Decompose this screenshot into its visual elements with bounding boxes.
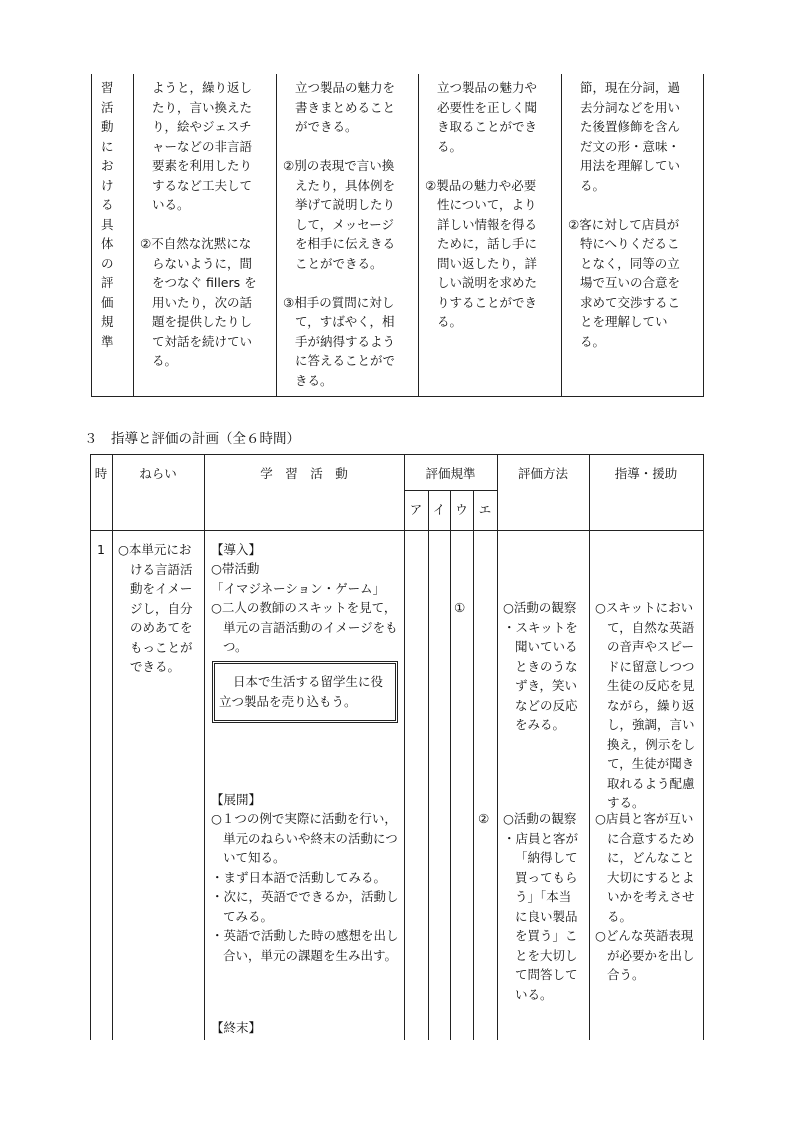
text-line: 生徒の反応を見	[607, 678, 695, 693]
text-line: 単元のねらいや終末の活動につ	[223, 830, 398, 846]
text-line: てみる。	[223, 908, 274, 924]
text-line: いて知る。	[223, 850, 286, 865]
text-line: 「納得して	[515, 850, 578, 865]
text-line	[425, 156, 537, 176]
header-method: 評価方法	[517, 466, 568, 481]
text-line: て対話を続けてい	[152, 333, 253, 349]
text-line: に合意するため	[607, 830, 695, 846]
text-line: ○スキットにおい	[595, 600, 694, 615]
text-line: 問い返したり，詳	[437, 255, 538, 271]
header-aim: ねらい	[139, 466, 177, 481]
text-line	[568, 195, 680, 215]
text-line: きる。	[295, 372, 333, 388]
criteria-label-vertical	[101, 78, 123, 351]
text-line: 特にへりくだるこ	[580, 236, 680, 251]
text-line: 日本で生活する留学生に役	[233, 674, 384, 689]
label-char: 準	[101, 333, 114, 349]
label-char: お	[101, 158, 114, 173]
text-line: ③相手の質問に対し	[283, 294, 395, 310]
text-line	[140, 215, 257, 235]
text-line: ・スキットを	[503, 619, 578, 635]
text-line: 立つ製品を売り込もう。	[219, 693, 357, 709]
intro-lines	[211, 559, 398, 657]
row-aim	[118, 540, 193, 677]
text-line: もっことが	[130, 639, 193, 655]
text-line: う」「本当	[515, 889, 572, 904]
text-line: て，すばやく，相	[295, 314, 395, 329]
method-2	[503, 809, 578, 1004]
text-line: 立つ製品の魅力を	[295, 80, 396, 95]
text-line: 立つ製品の魅力や	[437, 80, 538, 95]
text-line: る。	[580, 177, 606, 193]
text-line: いかを考えさせ	[607, 889, 695, 904]
text-line: 性について，より	[437, 197, 537, 212]
text-line: ②不自然な沈黙にな	[140, 236, 252, 251]
development-heading: 【展開】	[211, 792, 262, 807]
criteria-col-2	[283, 78, 395, 390]
text-line: ○活動の観察	[503, 600, 577, 615]
text-line: ○二人の教師のスキットを見て，	[211, 600, 397, 615]
text-line: し，強調，言い	[607, 717, 695, 732]
text-line: らないように，間	[152, 255, 253, 271]
text-line: り，絵やジェスチ	[152, 119, 252, 134]
text-line: の音声やスピー	[607, 639, 695, 654]
text-line: しい説明を求めた	[437, 275, 538, 290]
method-1	[503, 598, 578, 735]
text-line: ○店員と客が互い	[595, 811, 694, 826]
text-line: て問答して	[515, 967, 578, 982]
text-line: 題を提供したりし	[152, 314, 253, 329]
text-line: つ。	[223, 639, 248, 654]
text-line: ○本単元にお	[118, 542, 192, 557]
text-line: ②別の表現で言い換	[283, 158, 395, 173]
intro-heading: 【導入】	[211, 542, 262, 557]
text-line: 用法を理解してい	[580, 158, 681, 173]
criteria-col-4	[568, 78, 680, 351]
text-line: き取ることができ	[437, 119, 538, 134]
development-lines	[211, 809, 399, 965]
text-line: 用いたり，次の話	[152, 294, 253, 310]
label-char: 体	[101, 236, 114, 251]
text-line: 場で互いの合意を	[580, 275, 681, 290]
text-line: ②客に対して店員が	[568, 216, 680, 232]
text-line: ・次に，英語でできるか，活動し	[211, 889, 399, 904]
text-line: ・店員と客が	[503, 830, 579, 846]
text-line: 書きまとめること	[295, 99, 396, 115]
text-line: たり，言い換えた	[152, 99, 253, 115]
text-line: ける言語活	[130, 561, 193, 577]
text-line: する。	[607, 795, 645, 810]
label-char: け	[101, 177, 114, 193]
text-line: 買ってもら	[515, 869, 578, 885]
section-title: ３ 指導と評価の計画（全６時間）	[84, 431, 300, 447]
text-line: が必要かを出し	[607, 947, 695, 963]
text-line: て，生徒が聞き	[607, 756, 695, 771]
header-criteria-u: ウ	[455, 502, 468, 517]
text-line: ャーなどの非言語	[152, 138, 253, 154]
text-line: に，どんなこと	[607, 850, 695, 865]
text-line: 挙げて説明したり	[295, 197, 396, 212]
header-guidance: 指導・援助	[614, 466, 678, 481]
header-criteria-i: イ	[432, 502, 446, 517]
text-line: とを大切し	[515, 947, 578, 963]
label-char: 具	[101, 216, 114, 232]
text-line: ジし，自分	[130, 600, 193, 616]
guidance-2	[595, 809, 695, 985]
text-line: できる。	[130, 659, 181, 674]
criteria-mark-u: ①	[454, 600, 466, 615]
text-line: 大切にするとよ	[607, 869, 695, 885]
criteria-col-1	[140, 78, 257, 371]
text-line: 「イマジネーション・ゲーム」	[211, 580, 386, 596]
text-line: とを理解してい	[580, 314, 668, 329]
text-line: て，自然な英語	[607, 619, 695, 635]
header-activity: 学 習 活 動	[260, 466, 348, 481]
text-line: 必要性を正しく聞	[437, 99, 538, 115]
text-line: ・英語で活動した時の感想を出し	[211, 928, 399, 943]
text-line: 手が納得するよう	[295, 333, 396, 349]
text-line: いる。	[152, 197, 190, 212]
label-char: に	[101, 138, 114, 154]
label-char: 評	[101, 275, 114, 290]
header-criteria-a: ア	[409, 502, 423, 517]
text-line: 合い，単元の課題を生み出す。	[223, 947, 398, 963]
text-line: をみる。	[515, 717, 566, 732]
text-line: る。	[607, 908, 633, 924]
label-char: 規	[101, 314, 114, 329]
unit-goal-text	[219, 672, 383, 711]
text-line: ようと，繰り返し	[152, 80, 253, 95]
text-line: ドに留意しつつ	[607, 658, 695, 674]
text-line: 動をイメー	[130, 581, 193, 596]
text-line: をつなぐ fillers を	[152, 275, 257, 290]
text-line: ずき，笑い	[515, 678, 578, 693]
criteria-mark-e: ②	[478, 811, 490, 826]
text-line: る。	[152, 353, 178, 368]
text-line: するなど工夫して	[152, 177, 253, 193]
label-char: 習	[101, 80, 114, 95]
label-char: の	[101, 255, 114, 271]
text-line: ○活動の観察	[503, 811, 577, 826]
text-line: 求めて交渉するこ	[580, 294, 681, 310]
text-line: りすることができ	[437, 294, 538, 310]
text-line: いる。	[515, 986, 553, 1002]
text-line: などの反応	[515, 697, 578, 713]
text-line: を買う」こ	[515, 928, 578, 943]
label-char: る	[101, 197, 114, 212]
guidance-1	[595, 598, 695, 813]
text-line: ②製品の魅力や必要	[425, 177, 537, 193]
text-line: る。	[437, 314, 463, 329]
text-line: ・まず日本語で活動してみる。	[211, 869, 387, 885]
text-line: ○１つの例で実際に活動を行い，	[211, 811, 397, 826]
text-line: ときのうな	[515, 658, 578, 674]
label-char: 動	[101, 119, 114, 134]
text-line: 単元の言語活動のイメージをも	[223, 619, 398, 635]
text-line: ために，話し手に	[437, 236, 538, 251]
criteria-col-3	[425, 78, 537, 332]
text-line: ○どんな英語表現	[595, 928, 694, 943]
text-line: ○帯活動	[211, 561, 260, 576]
row-hour: 1	[97, 542, 105, 557]
unit-goal-box	[212, 661, 398, 723]
text-line: 去分詞などを用い	[580, 99, 681, 115]
text-line: に良い製品	[515, 908, 578, 924]
text-line: だ文の形・意味・	[580, 138, 681, 154]
text-line	[283, 137, 395, 157]
text-line: 換え，例示をし	[607, 736, 696, 752]
text-line: る。	[580, 333, 606, 349]
text-line: ことができる。	[295, 255, 383, 271]
text-line: 節，現在分詞，過	[580, 80, 681, 95]
text-line: となく，同等の立	[580, 255, 680, 271]
header-criteria-e: エ	[478, 502, 492, 517]
text-line: 合う。	[607, 967, 645, 982]
text-line: た後置修飾を含ん	[580, 119, 681, 134]
text-line: 聞いている	[515, 639, 578, 654]
text-line: る。	[437, 138, 463, 154]
header-hour: 時	[94, 466, 108, 481]
text-line: して，メッセージ	[295, 216, 395, 232]
text-line: ながら，繰り返	[607, 697, 695, 713]
label-char: 活	[101, 99, 114, 115]
header-criteria: 評価規準	[425, 466, 476, 481]
text-line: のめあてを	[130, 620, 193, 635]
closing-heading: 【終末】	[211, 1020, 262, 1035]
text-line	[283, 273, 395, 293]
text-line: に答えることがで	[295, 353, 396, 368]
text-line: ができる。	[295, 119, 358, 134]
text-line: 詳しい情報を得る	[437, 216, 538, 232]
label-char: 価	[101, 294, 114, 310]
text-line: 要素を利用したり	[152, 158, 253, 173]
text-line: を相手に伝えきる	[295, 236, 396, 251]
text-line: 取れるよう配慮	[607, 775, 695, 791]
text-line: えたり，具体例を	[295, 177, 396, 193]
